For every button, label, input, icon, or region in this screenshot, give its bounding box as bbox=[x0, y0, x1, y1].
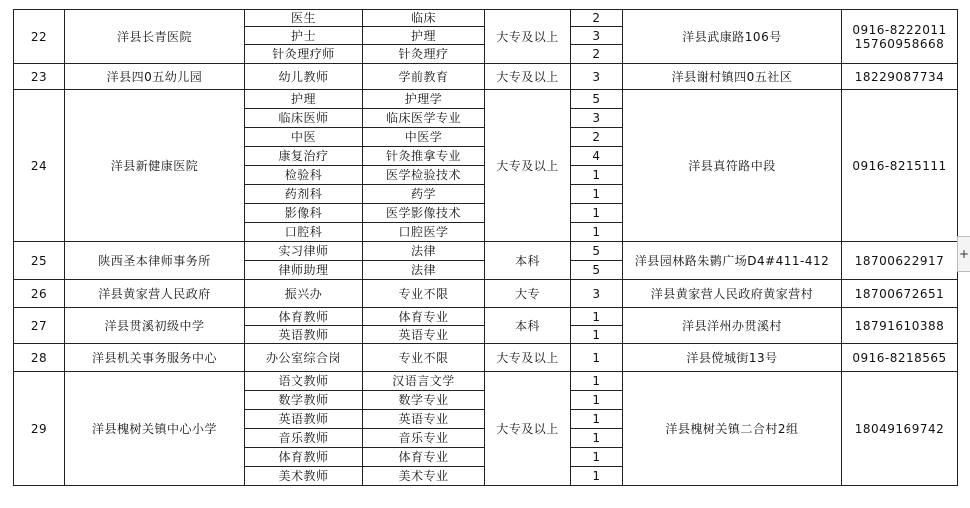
table-row bbox=[14, 242, 958, 261]
job-post: 中医 bbox=[245, 128, 363, 147]
job-major: 口腔医学 bbox=[363, 223, 485, 242]
unit-address: 洋县真符路中段 bbox=[623, 90, 842, 242]
unit-name: 洋县长青医院 bbox=[65, 10, 245, 64]
hire-count: 1 bbox=[571, 391, 623, 410]
job-major: 学前教育 bbox=[363, 64, 485, 90]
hire-count: 1 bbox=[571, 326, 623, 344]
hire-count: 1 bbox=[571, 223, 623, 242]
phone-number: 18700622917 bbox=[854, 253, 945, 268]
job-major: 法律 bbox=[363, 261, 485, 280]
job-post: 影像科 bbox=[245, 204, 363, 223]
job-post: 语文教师 bbox=[245, 372, 363, 391]
phone-number: 18791610388 bbox=[854, 318, 945, 333]
contact-phone bbox=[842, 280, 958, 308]
job-major: 针灸推拿专业 bbox=[363, 147, 485, 166]
unit-name: 洋县新健康医院 bbox=[65, 90, 245, 242]
job-post: 办公室综合岗 bbox=[245, 344, 363, 372]
hire-count: 1 bbox=[571, 467, 623, 486]
education-requirement: 大专及以上 bbox=[485, 344, 571, 372]
scroll-handle-icon[interactable]: + bbox=[957, 236, 970, 272]
hire-count: 1 bbox=[571, 448, 623, 467]
hire-count: 1 bbox=[571, 344, 623, 372]
job-post: 临床医师 bbox=[245, 109, 363, 128]
hire-count: 5 bbox=[571, 261, 623, 280]
row-number: 29 bbox=[14, 372, 65, 486]
education-requirement: 大专及以上 bbox=[485, 64, 571, 90]
row-number: 28 bbox=[14, 344, 65, 372]
job-major: 中医学 bbox=[363, 128, 485, 147]
job-post: 律师助理 bbox=[245, 261, 363, 280]
job-post: 检验科 bbox=[245, 166, 363, 185]
hire-count: 3 bbox=[571, 64, 623, 90]
unit-name: 洋县四0五幼儿园 bbox=[65, 64, 245, 90]
recruitment-table bbox=[13, 9, 958, 486]
job-post: 护士 bbox=[245, 27, 363, 45]
job-major: 医学检验技术 bbox=[363, 166, 485, 185]
job-major: 英语专业 bbox=[363, 326, 485, 344]
job-major: 护理 bbox=[363, 27, 485, 45]
job-major: 音乐专业 bbox=[363, 429, 485, 448]
job-post: 数学教师 bbox=[245, 391, 363, 410]
hire-count: 5 bbox=[571, 90, 623, 109]
job-post: 康复治疗 bbox=[245, 147, 363, 166]
unit-address: 洋县傥城街13号 bbox=[623, 344, 842, 372]
row-number: 26 bbox=[14, 280, 65, 308]
job-post: 口腔科 bbox=[245, 223, 363, 242]
table-row bbox=[14, 10, 958, 27]
job-major: 数学专业 bbox=[363, 391, 485, 410]
unit-address: 洋县槐树关镇二合村2组 bbox=[623, 372, 842, 486]
unit-name: 洋县机关事务服务中心 bbox=[65, 344, 245, 372]
job-post: 美术教师 bbox=[245, 467, 363, 486]
job-post: 英语教师 bbox=[245, 410, 363, 429]
contact-phone bbox=[842, 242, 958, 280]
table-row bbox=[14, 64, 958, 90]
job-major: 临床医学专业 bbox=[363, 109, 485, 128]
job-major: 医学影像技术 bbox=[363, 204, 485, 223]
unit-name: 洋县槐树关镇中心小学 bbox=[65, 372, 245, 486]
hire-count: 1 bbox=[571, 410, 623, 429]
job-major: 英语专业 bbox=[363, 410, 485, 429]
job-major: 体育专业 bbox=[363, 448, 485, 467]
education-requirement: 本科 bbox=[485, 308, 571, 344]
unit-address: 洋县谢村镇四0五社区 bbox=[623, 64, 842, 90]
hire-count: 1 bbox=[571, 308, 623, 326]
contact-phone bbox=[842, 10, 958, 64]
job-major: 专业不限 bbox=[363, 280, 485, 308]
hire-count: 2 bbox=[571, 10, 623, 27]
job-post: 针灸理疗师 bbox=[245, 45, 363, 64]
job-post: 医生 bbox=[245, 10, 363, 27]
contact-phone bbox=[842, 64, 958, 90]
job-post: 幼儿教师 bbox=[245, 64, 363, 90]
contact-phone bbox=[842, 308, 958, 344]
job-major: 汉语言文学 bbox=[363, 372, 485, 391]
job-post: 英语教师 bbox=[245, 326, 363, 344]
hire-count: 1 bbox=[571, 204, 623, 223]
job-post: 药剂科 bbox=[245, 185, 363, 204]
row-number: 23 bbox=[14, 64, 65, 90]
job-major: 护理学 bbox=[363, 90, 485, 109]
education-requirement: 大专及以上 bbox=[485, 10, 571, 64]
education-requirement: 大专及以上 bbox=[485, 372, 571, 486]
job-major: 法律 bbox=[363, 242, 485, 261]
row-number: 22 bbox=[14, 10, 65, 64]
hire-count: 1 bbox=[571, 429, 623, 448]
unit-name: 洋县贯溪初级中学 bbox=[65, 308, 245, 344]
job-post: 音乐教师 bbox=[245, 429, 363, 448]
job-post: 体育教师 bbox=[245, 448, 363, 467]
phone-number: 15760958668 bbox=[854, 36, 945, 51]
hire-count: 1 bbox=[571, 185, 623, 204]
job-post: 护理 bbox=[245, 90, 363, 109]
unit-address: 洋县黄家营人民政府黄家营村 bbox=[623, 280, 842, 308]
table-row bbox=[14, 90, 958, 109]
hire-count: 3 bbox=[571, 109, 623, 128]
hire-count: 2 bbox=[571, 45, 623, 64]
hire-count: 3 bbox=[571, 27, 623, 45]
unit-name: 陕西圣本律师事务所 bbox=[65, 242, 245, 280]
job-major: 专业不限 bbox=[363, 344, 485, 372]
education-requirement: 大专及以上 bbox=[485, 90, 571, 242]
phone-number: 18229087734 bbox=[854, 69, 945, 84]
education-requirement: 本科 bbox=[485, 242, 571, 280]
education-requirement: 大专 bbox=[485, 280, 571, 308]
table-row bbox=[14, 280, 958, 308]
job-major: 针灸理疗 bbox=[363, 45, 485, 64]
row-number: 25 bbox=[14, 242, 65, 280]
row-number: 24 bbox=[14, 90, 65, 242]
phone-number: 18700672651 bbox=[854, 286, 945, 301]
hire-count: 2 bbox=[571, 128, 623, 147]
hire-count: 5 bbox=[571, 242, 623, 261]
phone-number: 0916-8215111 bbox=[852, 158, 947, 173]
table-row bbox=[14, 372, 958, 391]
unit-address: 洋县武康路106号 bbox=[623, 10, 842, 64]
job-post: 体育教师 bbox=[245, 308, 363, 326]
job-major: 体育专业 bbox=[363, 308, 485, 326]
table-row bbox=[14, 308, 958, 326]
job-major: 药学 bbox=[363, 185, 485, 204]
unit-address: 洋县园林路朱鹮广场D4#411-412 bbox=[623, 242, 842, 280]
hire-count: 4 bbox=[571, 147, 623, 166]
job-post: 实习律师 bbox=[245, 242, 363, 261]
phone-number: 0916-8222011 bbox=[852, 22, 947, 37]
contact-phone bbox=[842, 372, 958, 486]
job-major: 临床 bbox=[363, 10, 485, 27]
unit-address: 洋县洋州办贯溪村 bbox=[623, 308, 842, 344]
phone-number: 18049169742 bbox=[854, 421, 945, 436]
hire-count: 1 bbox=[571, 166, 623, 185]
table-row bbox=[14, 344, 958, 372]
unit-name: 洋县黄家营人民政府 bbox=[65, 280, 245, 308]
contact-phone bbox=[842, 90, 958, 242]
row-number: 27 bbox=[14, 308, 65, 344]
job-post: 振兴办 bbox=[245, 280, 363, 308]
contact-phone bbox=[842, 344, 958, 372]
hire-count: 1 bbox=[571, 372, 623, 391]
hire-count: 3 bbox=[571, 280, 623, 308]
phone-number: 0916-8218565 bbox=[852, 350, 947, 365]
job-major: 美术专业 bbox=[363, 467, 485, 486]
